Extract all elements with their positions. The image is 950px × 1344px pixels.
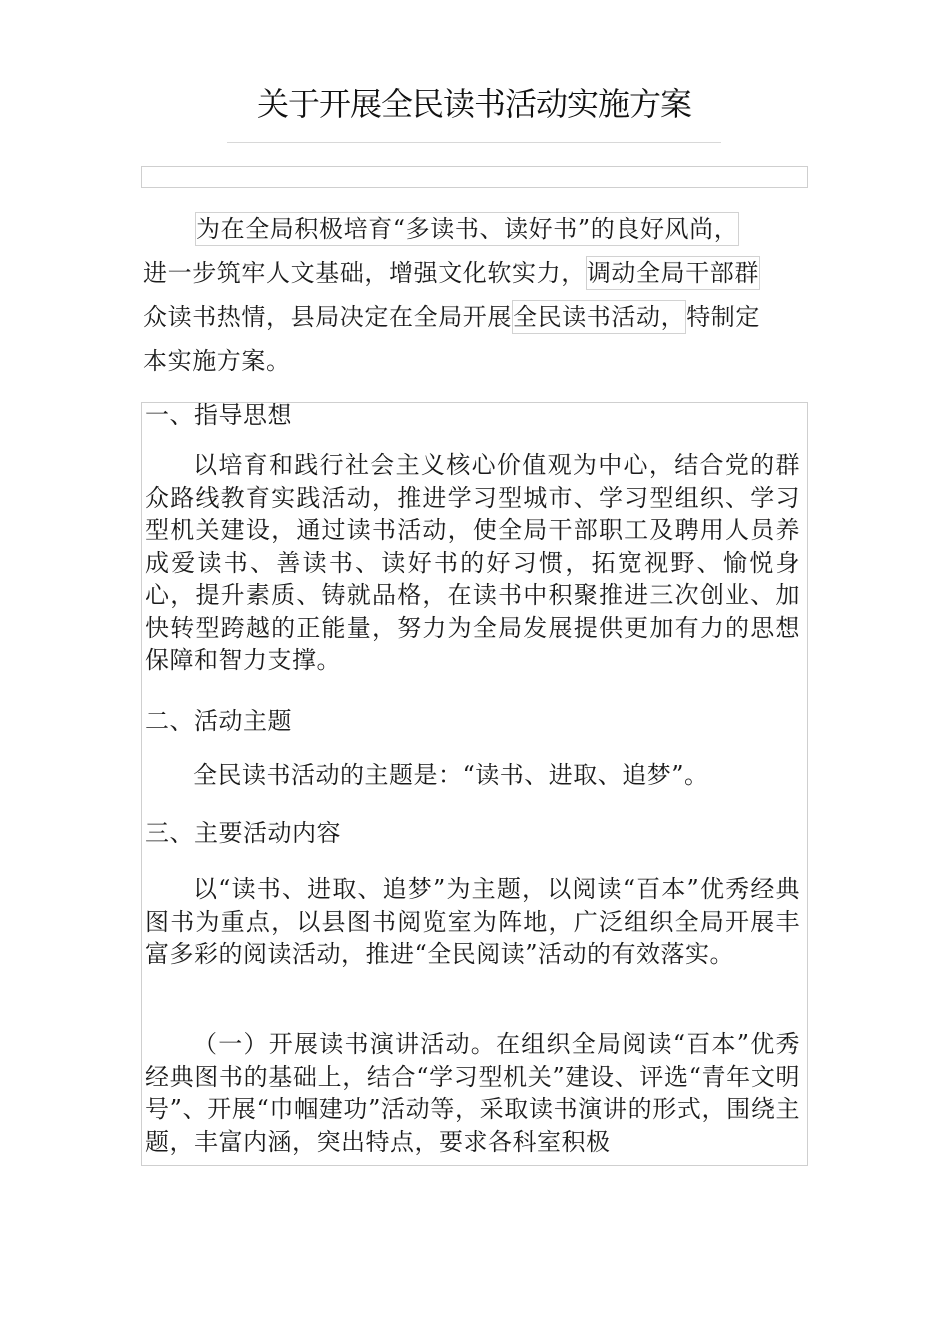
intro-paragraph: [143, 207, 808, 383]
intro-highlight-1: 为在全局积极培育“多读书、读好书”的良好风尚，: [195, 212, 739, 246]
section-heading-2: 二、活动主题: [145, 707, 292, 735]
intro-text-3c: 特制定: [686, 303, 761, 331]
intro-text-3a: 众读书热情，县局决定在全局开展: [143, 303, 512, 331]
section-paragraph-3-2: （一）开展读书演讲活动。在组织全局阅读“百本”优秀经典图书的基础上，结合“学习型机关”建设、评选“青年文明号”、开展“巾帼建功”活动等，采取读书演讲的形式，围绕主题，丰富内涵，突出特点，要求各科室积极: [145, 1030, 800, 1156]
section-paragraph-1-1: 以培育和践行社会主义核心价值观为中心，结合党的群众路线教育实践活动，推进学习型城市、学习型组织、学习型机关建设，通过读书活动，使全局干部职工及聘用人员养成爱读书、善读书、读好书的好习惯，拓宽视野、愉悦身心，提升素质、铸就品格，在读书中积聚推进三次创业、加快转型跨越的正能量，努力为全局发展提供更加有力的思想保障和智力支撑。: [145, 451, 800, 674]
empty-form-field[interactable]: [141, 166, 808, 188]
title-box: [227, 74, 721, 143]
section-paragraph-2-1: 全民读书活动的主题是：“读书、进取、追梦”。: [193, 761, 709, 789]
section-heading-1: 一、指导思想: [145, 402, 292, 429]
intro-text-2a: 进一步筑牢人文基础，增强文化软实力，: [143, 259, 586, 287]
intro-highlight-2: 调动全局干部群: [586, 256, 760, 290]
intro-line-4: 本实施方案。: [143, 347, 291, 375]
document-title: 关于开展全民读书活动实施方案: [256, 85, 691, 123]
section-heading-3: 三、主要活动内容: [145, 819, 341, 847]
content-box: [141, 402, 808, 1166]
section-paragraph-3-1: 以“读书、进取、追梦”为主题，以阅读“百本”优秀经典图书为重点，以县图书阅览室为阵地，广泛组织全局开展丰富多彩的阅读活动，推进“全民阅读”活动的有效落实。: [145, 875, 800, 968]
intro-line-2: [143, 251, 808, 295]
intro-highlight-3: 全民读书活动，: [512, 300, 686, 334]
intro-line-1: [143, 207, 808, 251]
intro-line-3: [143, 295, 808, 339]
